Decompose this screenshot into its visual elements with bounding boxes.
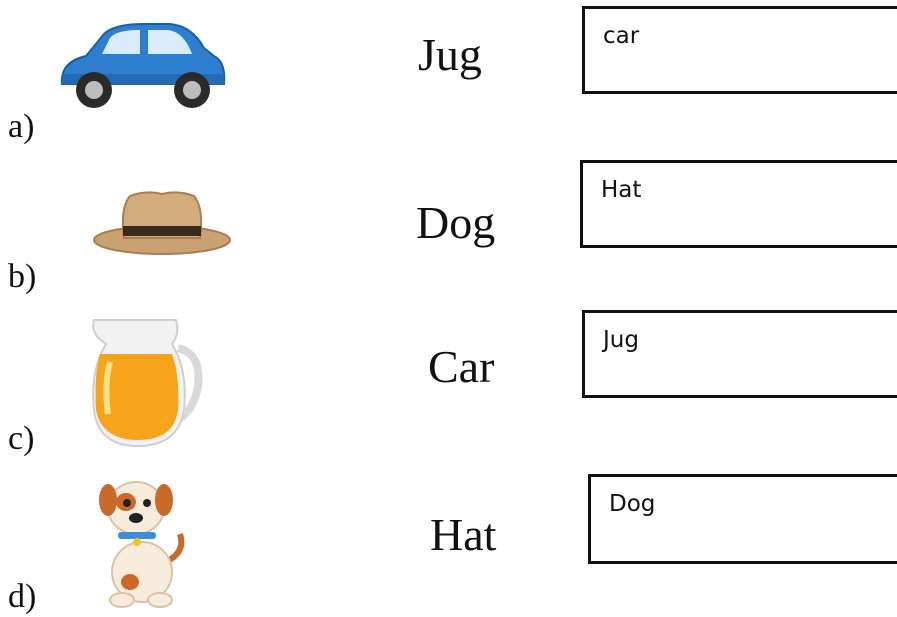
row-a-answer-box[interactable] [582, 6, 897, 94]
row-d-answer-box[interactable] [588, 474, 897, 564]
row-a-word: Jug [418, 29, 482, 80]
car-picture [52, 14, 228, 114]
row-c-answer: Jug [603, 327, 639, 353]
row-d-letter: d) [8, 578, 37, 615]
jug-picture [80, 314, 208, 450]
row-d-word: Hat [430, 509, 497, 560]
row-b-answer: Hat [601, 177, 642, 203]
row-a-answer: car [603, 23, 640, 49]
row-a-letter: a) [8, 108, 35, 145]
row-c-letter: c) [8, 420, 35, 457]
row-c-word: Car [428, 341, 495, 392]
row-b-word: Dog [416, 197, 496, 248]
row-b-letter: b) [8, 258, 37, 295]
row-d-answer: Dog [609, 491, 656, 517]
hat-picture [90, 186, 234, 258]
row-c-answer-box[interactable] [582, 310, 897, 398]
row-b-answer-box[interactable] [580, 160, 897, 248]
dog-picture [96, 472, 188, 608]
